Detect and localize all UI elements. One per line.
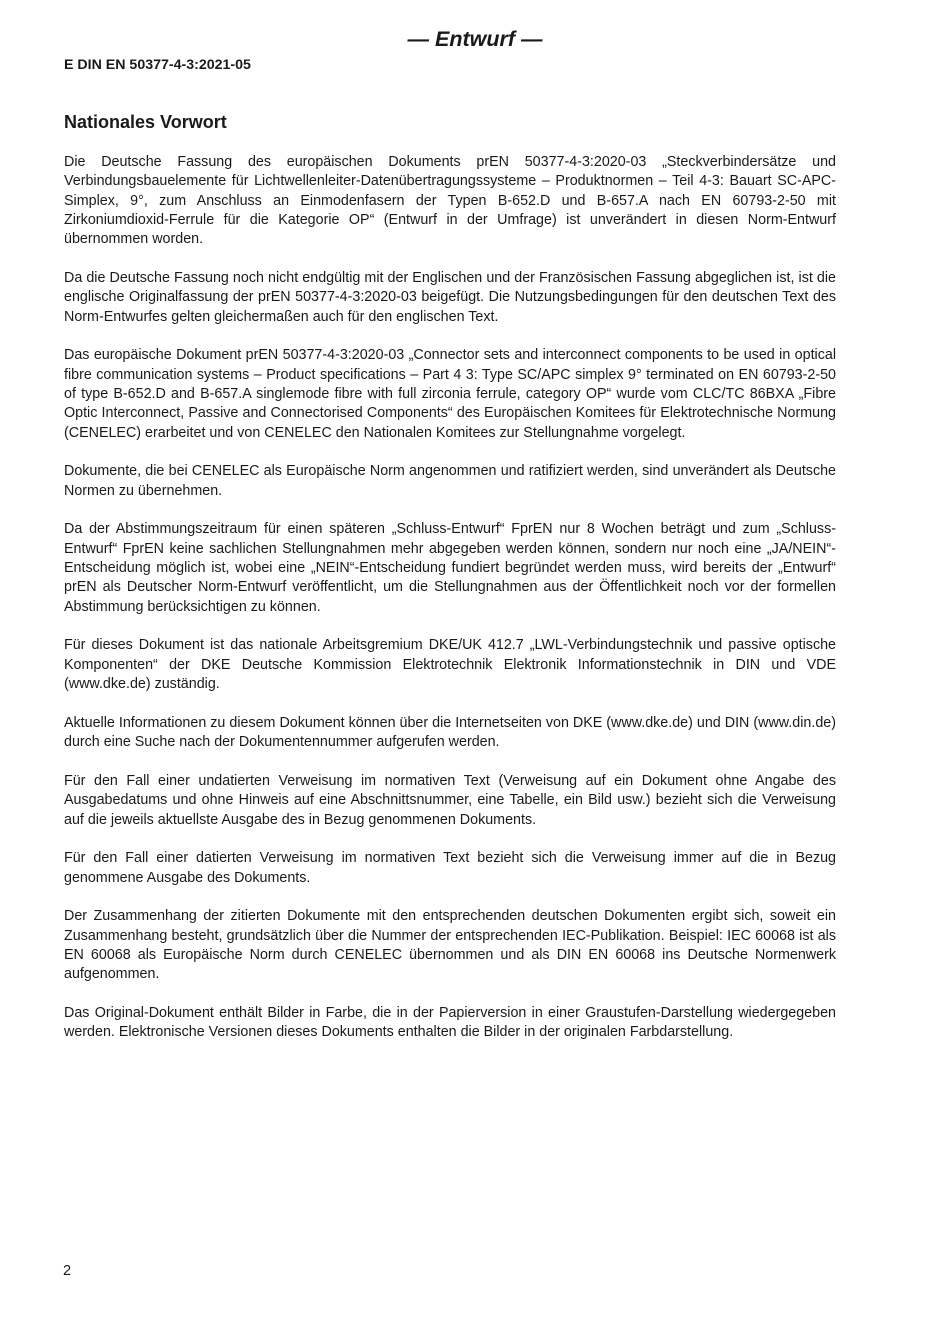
paragraph: Der Zusammenhang der zitierten Dokumente mit den entsprechenden deutschen Dokumenten ergibt sich, soweit ein Zusammenhang besteht, grundsätzlich über die Nummer der entsprechenden IEC-Publikation. Beispiel: IEC 60068 ist als EN 60068 als Europäische Norm durch CENELEC übernommen und als DIN EN 60068 ins Deutsche Normenwerk aufgenommen.	[64, 908, 836, 983]
document-id: E DIN EN 50377-4-3:2021-05	[64, 57, 251, 73]
paragraph: Aktuelle Informationen zu diesem Dokument können über die Internetseiten von DKE (www.dke.de) und DIN (www.din.de) durch eine Suche nach der Dokumentennummer aufgerufen werden.	[64, 714, 836, 751]
paragraph: Für den Fall einer datierten Verweisung im normativen Text bezieht sich die Verweisung immer auf die in Bezug genommene Ausgabe des Dokuments.	[64, 850, 836, 886]
section-title: Nationales Vorwort	[64, 112, 227, 132]
body-text	[64, 153, 836, 1062]
page-number: 2	[63, 1263, 72, 1279]
paragraph: Die Deutsche Fassung des europäischen Dokuments prEN 50377-4-3:2020-03 „Steckverbindersätze und Verbindungsbauelemente für Lichtwellenleiter-Datenübertragungssysteme – Produktnormen – Teil 4-3: Bauart SC-APC-Simplex, 9°, zum Anschluss an Einmodenfasern der Typen B-652.D und B-657.A nach EN 60793-2-50 mit Zirkoniumdioxid-Ferrule für die Kategorie OP“ (Entwurf in der Umfrage) ist unverändert in diesen Norm-Entwurf übernommen worden.	[64, 154, 836, 248]
paragraph: Das europäische Dokument prEN 50377-4-3:2020-03 „Connector sets and interconnect components to be used in optical fibre communication systems – Product specifications – Part 4 3: Type SC/APC simplex 9° terminated on EN 60793-2-50 of type B-652.D and B-657.A singlemode fibre with full zirconia ferrule, category OP“ wurde vom CLC/TC 86BXA „Fibre Optic Interconnect, Passive and Connectorised Components“ des Europäischen Komitees für Elektrotechnische Normung (CENELEC) erarbeitet und von CENELEC den Nationalen Komitees zur Stellungnahme vorgelegt.	[64, 347, 836, 441]
paragraph: Für den Fall einer undatierten Verweisung im normativen Text (Verweisung auf ein Dokument ohne Angabe des Ausgabedatums und ohne Hinweis auf eine Abschnittsnummer, eine Tabelle, ein Bild usw.) bezieht sich die Verweisung auf die jeweils aktuellste Ausgabe des in Bezug genommenen Dokuments.	[64, 772, 836, 828]
paragraph: Da der Abstimmungszeitraum für einen späteren „Schluss-Entwurf“ FprEN nur 8 Wochen beträgt und zum „Schluss-Entwurf“ FprEN keine sachlichen Stellungnahmen mehr abgegeben werden können, sondern nur noch eine „JA/NEIN“-Entscheidung möglich ist, wobei eine „NEIN“-Entscheidung fundiert begründet werden muss, wird bereits der „Entwurf“ prEN als Deutscher Norm-Entwurf veröffentlicht, um die Stellungnahmen aus der Öffentlichkeit noch vor der formellen Abstimmung berücksichtigen zu können.	[64, 521, 836, 615]
paragraph: Da die Deutsche Fassung noch nicht endgültig mit der Englischen und der Französischen Fassung abgeglichen ist, ist die englische Originalfassung der prEN 50377-4-3:2020-03 beigefügt. Die Nutzungsbedingungen für den deutschen Text des Norm-Entwurfes gelten gleichermaßen auch für den englischen Text.	[64, 269, 836, 325]
draft-banner: — Entwurf —	[407, 27, 543, 51]
paragraph: Das Original-Dokument enthält Bilder in Farbe, die in der Papierversion in einer Graustufen-Darstellung wiedergegeben werden. Elektronische Versionen dieses Dokuments enthalten die Bilder in der originalen Farbdarstellung.	[64, 1005, 836, 1041]
paragraph: Für dieses Dokument ist das nationale Arbeitsgremium DKE/UK 412.7 „LWL-Verbindungstechnik und passive optische Komponenten“ der DKE Deutsche Kommission Elektrotechnik Elektronik Informationstechnik in DIN und VDE (www.dke.de) zuständig.	[64, 637, 836, 693]
paragraph: Dokumente, die bei CENELEC als Europäische Norm angenommen und ratifiziert werden, sind unverändert als Deutsche Normen zu übernehmen.	[64, 463, 836, 499]
